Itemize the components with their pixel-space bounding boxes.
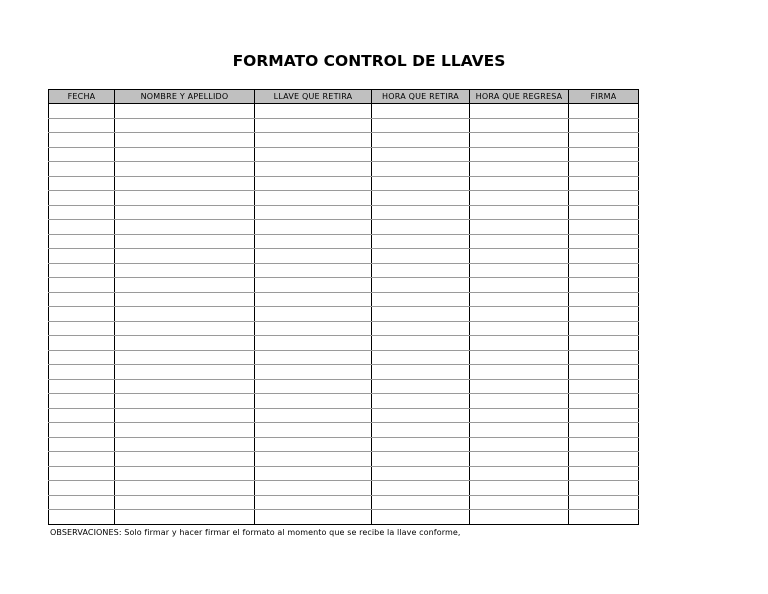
cell-hora-que-regresa[interactable] [470, 336, 569, 351]
cell-hora-que-retira[interactable] [372, 234, 470, 249]
cell-fecha[interactable] [49, 263, 115, 278]
cell-nombre-apellido[interactable] [115, 437, 255, 452]
cell-nombre-apellido[interactable] [115, 408, 255, 423]
cell-firma[interactable] [569, 263, 639, 278]
cell-llave-que-retira[interactable] [255, 205, 372, 220]
cell-hora-que-regresa[interactable] [470, 292, 569, 307]
cell-hora-que-retira[interactable] [372, 408, 470, 423]
table-row [49, 205, 639, 220]
cell-nombre-apellido[interactable] [115, 510, 255, 525]
cell-firma[interactable] [569, 336, 639, 351]
cell-firma[interactable] [569, 321, 639, 336]
cell-llave-que-retira[interactable] [255, 307, 372, 322]
cell-hora-que-retira[interactable] [372, 495, 470, 510]
cell-llave-que-retira[interactable] [255, 452, 372, 467]
cell-nombre-apellido[interactable] [115, 481, 255, 496]
cell-firma[interactable] [569, 176, 639, 191]
cell-hora-que-regresa[interactable] [470, 466, 569, 481]
cell-nombre-apellido[interactable] [115, 162, 255, 177]
cell-hora-que-retira[interactable] [372, 365, 470, 380]
cell-firma[interactable] [569, 147, 639, 162]
cell-fecha[interactable] [49, 437, 115, 452]
cell-firma[interactable] [569, 191, 639, 206]
cell-llave-que-retira[interactable] [255, 495, 372, 510]
cell-fecha[interactable] [49, 495, 115, 510]
cell-firma[interactable] [569, 350, 639, 365]
cell-hora-que-retira[interactable] [372, 437, 470, 452]
table-row [49, 133, 639, 148]
cell-fecha[interactable] [49, 104, 115, 119]
header-llave-que-retira: LLAVE QUE RETIRA [255, 90, 372, 104]
cell-fecha[interactable] [49, 379, 115, 394]
cell-fecha[interactable] [49, 191, 115, 206]
cell-nombre-apellido[interactable] [115, 394, 255, 409]
cell-hora-que-retira[interactable] [372, 220, 470, 235]
cell-nombre-apellido[interactable] [115, 278, 255, 293]
cell-fecha[interactable] [49, 452, 115, 467]
cell-firma[interactable] [569, 408, 639, 423]
cell-fecha[interactable] [49, 162, 115, 177]
table-row [49, 423, 639, 438]
cell-llave-que-retira[interactable] [255, 220, 372, 235]
cell-hora-que-retira[interactable] [372, 118, 470, 133]
cell-llave-que-retira[interactable] [255, 365, 372, 380]
table-row [49, 365, 639, 380]
header-firma: FIRMA [569, 90, 639, 104]
cell-firma[interactable] [569, 481, 639, 496]
cell-firma[interactable] [569, 510, 639, 525]
table-row [49, 220, 639, 235]
table-row [49, 336, 639, 351]
cell-nombre-apellido[interactable] [115, 321, 255, 336]
cell-hora-que-retira[interactable] [372, 423, 470, 438]
cell-hora-que-regresa[interactable] [470, 133, 569, 148]
cell-fecha[interactable] [49, 307, 115, 322]
cell-llave-que-retira[interactable] [255, 162, 372, 177]
cell-nombre-apellido[interactable] [115, 350, 255, 365]
header-row [49, 90, 639, 104]
table-row [49, 321, 639, 336]
cell-llave-que-retira[interactable] [255, 147, 372, 162]
cell-llave-que-retira[interactable] [255, 481, 372, 496]
cell-hora-que-regresa[interactable] [470, 437, 569, 452]
cell-nombre-apellido[interactable] [115, 336, 255, 351]
cell-nombre-apellido[interactable] [115, 220, 255, 235]
cell-fecha[interactable] [49, 205, 115, 220]
cell-firma[interactable] [569, 292, 639, 307]
cell-hora-que-retira[interactable] [372, 263, 470, 278]
cell-firma[interactable] [569, 423, 639, 438]
cell-fecha[interactable] [49, 220, 115, 235]
cell-fecha[interactable] [49, 510, 115, 525]
cell-hora-que-retira[interactable] [372, 162, 470, 177]
cell-firma[interactable] [569, 437, 639, 452]
cell-hora-que-retira[interactable] [372, 350, 470, 365]
table-row [49, 481, 639, 496]
cell-firma[interactable] [569, 220, 639, 235]
cell-hora-que-regresa[interactable] [470, 350, 569, 365]
cell-firma[interactable] [569, 162, 639, 177]
cell-nombre-apellido[interactable] [115, 147, 255, 162]
cell-llave-que-retira[interactable] [255, 437, 372, 452]
cell-nombre-apellido[interactable] [115, 234, 255, 249]
cell-fecha[interactable] [49, 336, 115, 351]
cell-hora-que-regresa[interactable] [470, 423, 569, 438]
cell-firma[interactable] [569, 278, 639, 293]
table-row [49, 104, 639, 119]
header-hora-que-regresa: HORA QUE REGRESA [470, 90, 569, 104]
cell-firma[interactable] [569, 234, 639, 249]
cell-nombre-apellido[interactable] [115, 104, 255, 119]
cell-llave-que-retira[interactable] [255, 278, 372, 293]
cell-llave-que-retira[interactable] [255, 394, 372, 409]
cell-hora-que-retira[interactable] [372, 292, 470, 307]
cell-hora-que-retira[interactable] [372, 452, 470, 467]
cell-hora-que-retira[interactable] [372, 133, 470, 148]
cell-nombre-apellido[interactable] [115, 133, 255, 148]
table-row [49, 437, 639, 452]
cell-nombre-apellido[interactable] [115, 495, 255, 510]
cell-hora-que-regresa[interactable] [470, 278, 569, 293]
cell-hora-que-regresa[interactable] [470, 147, 569, 162]
cell-llave-que-retira[interactable] [255, 321, 372, 336]
cell-firma[interactable] [569, 104, 639, 119]
cell-hora-que-retira[interactable] [372, 307, 470, 322]
cell-nombre-apellido[interactable] [115, 249, 255, 264]
cell-nombre-apellido[interactable] [115, 191, 255, 206]
cell-nombre-apellido[interactable] [115, 118, 255, 133]
cell-nombre-apellido[interactable] [115, 466, 255, 481]
table-row [49, 147, 639, 162]
cell-hora-que-retira[interactable] [372, 336, 470, 351]
cell-fecha[interactable] [49, 234, 115, 249]
cell-fecha[interactable] [49, 278, 115, 293]
cell-hora-que-retira[interactable] [372, 379, 470, 394]
cell-hora-que-retira[interactable] [372, 249, 470, 264]
cell-nombre-apellido[interactable] [115, 263, 255, 278]
cell-hora-que-regresa[interactable] [470, 263, 569, 278]
cell-fecha[interactable] [49, 176, 115, 191]
cell-fecha[interactable] [49, 365, 115, 380]
cell-firma[interactable] [569, 394, 639, 409]
table-row [49, 234, 639, 249]
table-row [49, 510, 639, 525]
cell-hora-que-retira[interactable] [372, 321, 470, 336]
cell-hora-que-retira[interactable] [372, 104, 470, 119]
cell-llave-que-retira[interactable] [255, 176, 372, 191]
header-nombre-apellido: NOMBRE Y APELLIDO [115, 90, 255, 104]
cell-llave-que-retira[interactable] [255, 379, 372, 394]
header-hora-que-retira: HORA QUE RETIRA [372, 90, 470, 104]
cell-llave-que-retira[interactable] [255, 510, 372, 525]
cell-hora-que-retira[interactable] [372, 510, 470, 525]
cell-firma[interactable] [569, 495, 639, 510]
cell-hora-que-retira[interactable] [372, 278, 470, 293]
cell-hora-que-regresa[interactable] [470, 205, 569, 220]
cell-hora-que-regresa[interactable] [470, 379, 569, 394]
cell-hora-que-regresa[interactable] [470, 408, 569, 423]
cell-fecha[interactable] [49, 408, 115, 423]
cell-nombre-apellido[interactable] [115, 379, 255, 394]
cell-llave-que-retira[interactable] [255, 423, 372, 438]
cell-hora-que-regresa[interactable] [470, 495, 569, 510]
cell-nombre-apellido[interactable] [115, 292, 255, 307]
cell-llave-que-retira[interactable] [255, 350, 372, 365]
cell-hora-que-regresa[interactable] [470, 162, 569, 177]
cell-hora-que-regresa[interactable] [470, 365, 569, 380]
cell-llave-que-retira[interactable] [255, 466, 372, 481]
cell-hora-que-regresa[interactable] [470, 234, 569, 249]
cell-hora-que-regresa[interactable] [470, 510, 569, 525]
cell-hora-que-retira[interactable] [372, 466, 470, 481]
table-row [49, 307, 639, 322]
page-title: FORMATO CONTROL DE LLAVES [232, 52, 506, 70]
cell-firma[interactable] [569, 118, 639, 133]
cell-fecha[interactable] [49, 423, 115, 438]
cell-hora-que-regresa[interactable] [470, 307, 569, 322]
cell-hora-que-retira[interactable] [372, 394, 470, 409]
cell-hora-que-regresa[interactable] [470, 394, 569, 409]
cell-hora-que-regresa[interactable] [470, 481, 569, 496]
cell-firma[interactable] [569, 466, 639, 481]
cell-nombre-apellido[interactable] [115, 452, 255, 467]
table-body [49, 104, 639, 525]
cell-nombre-apellido[interactable] [115, 307, 255, 322]
cell-fecha[interactable] [49, 466, 115, 481]
table-row [49, 379, 639, 394]
cell-hora-que-regresa[interactable] [470, 249, 569, 264]
table-row [49, 278, 639, 293]
cell-hora-que-regresa[interactable] [470, 104, 569, 119]
cell-llave-que-retira[interactable] [255, 133, 372, 148]
table-row [49, 350, 639, 365]
cell-nombre-apellido[interactable] [115, 365, 255, 380]
table-row [49, 263, 639, 278]
cell-firma[interactable] [569, 249, 639, 264]
cell-hora-que-regresa[interactable] [470, 220, 569, 235]
cell-fecha[interactable] [49, 292, 115, 307]
cell-hora-que-regresa[interactable] [470, 191, 569, 206]
cell-fecha[interactable] [49, 321, 115, 336]
header-fecha: FECHA [49, 90, 115, 104]
table-row [49, 292, 639, 307]
cell-fecha[interactable] [49, 481, 115, 496]
table-row [49, 495, 639, 510]
cell-llave-que-retira[interactable] [255, 336, 372, 351]
keys-control-table [48, 89, 639, 525]
cell-hora-que-retira[interactable] [372, 176, 470, 191]
cell-fecha[interactable] [49, 249, 115, 264]
cell-llave-que-retira[interactable] [255, 118, 372, 133]
cell-hora-que-retira[interactable] [372, 481, 470, 496]
cell-hora-que-regresa[interactable] [470, 321, 569, 336]
table-row [49, 408, 639, 423]
cell-hora-que-regresa[interactable] [470, 452, 569, 467]
cell-hora-que-retira[interactable] [372, 147, 470, 162]
table-row [49, 191, 639, 206]
cell-firma[interactable] [569, 379, 639, 394]
cell-firma[interactable] [569, 205, 639, 220]
cell-llave-que-retira[interactable] [255, 234, 372, 249]
cell-firma[interactable] [569, 452, 639, 467]
cell-llave-que-retira[interactable] [255, 104, 372, 119]
table-row [49, 452, 639, 467]
cell-fecha[interactable] [49, 147, 115, 162]
table-row [49, 118, 639, 133]
cell-nombre-apellido[interactable] [115, 176, 255, 191]
cell-fecha[interactable] [49, 394, 115, 409]
cell-hora-que-regresa[interactable] [470, 118, 569, 133]
cell-firma[interactable] [569, 365, 639, 380]
cell-llave-que-retira[interactable] [255, 191, 372, 206]
cell-nombre-apellido[interactable] [115, 423, 255, 438]
cell-fecha[interactable] [49, 118, 115, 133]
cell-hora-que-regresa[interactable] [470, 176, 569, 191]
cell-firma[interactable] [569, 133, 639, 148]
cell-llave-que-retira[interactable] [255, 249, 372, 264]
cell-fecha[interactable] [49, 350, 115, 365]
cell-llave-que-retira[interactable] [255, 292, 372, 307]
cell-firma[interactable] [569, 307, 639, 322]
cell-llave-que-retira[interactable] [255, 408, 372, 423]
table-row [49, 466, 639, 481]
cell-fecha[interactable] [49, 133, 115, 148]
cell-nombre-apellido[interactable] [115, 205, 255, 220]
table-row [49, 162, 639, 177]
table-row [49, 249, 639, 264]
table-row [49, 176, 639, 191]
observaciones-note: OBSERVACIONES: Solo firmar y hacer firmar el formato al momento que se recibe la llave conforme, [50, 528, 461, 537]
cell-hora-que-retira[interactable] [372, 191, 470, 206]
table-row [49, 394, 639, 409]
cell-llave-que-retira[interactable] [255, 263, 372, 278]
cell-hora-que-retira[interactable] [372, 205, 470, 220]
